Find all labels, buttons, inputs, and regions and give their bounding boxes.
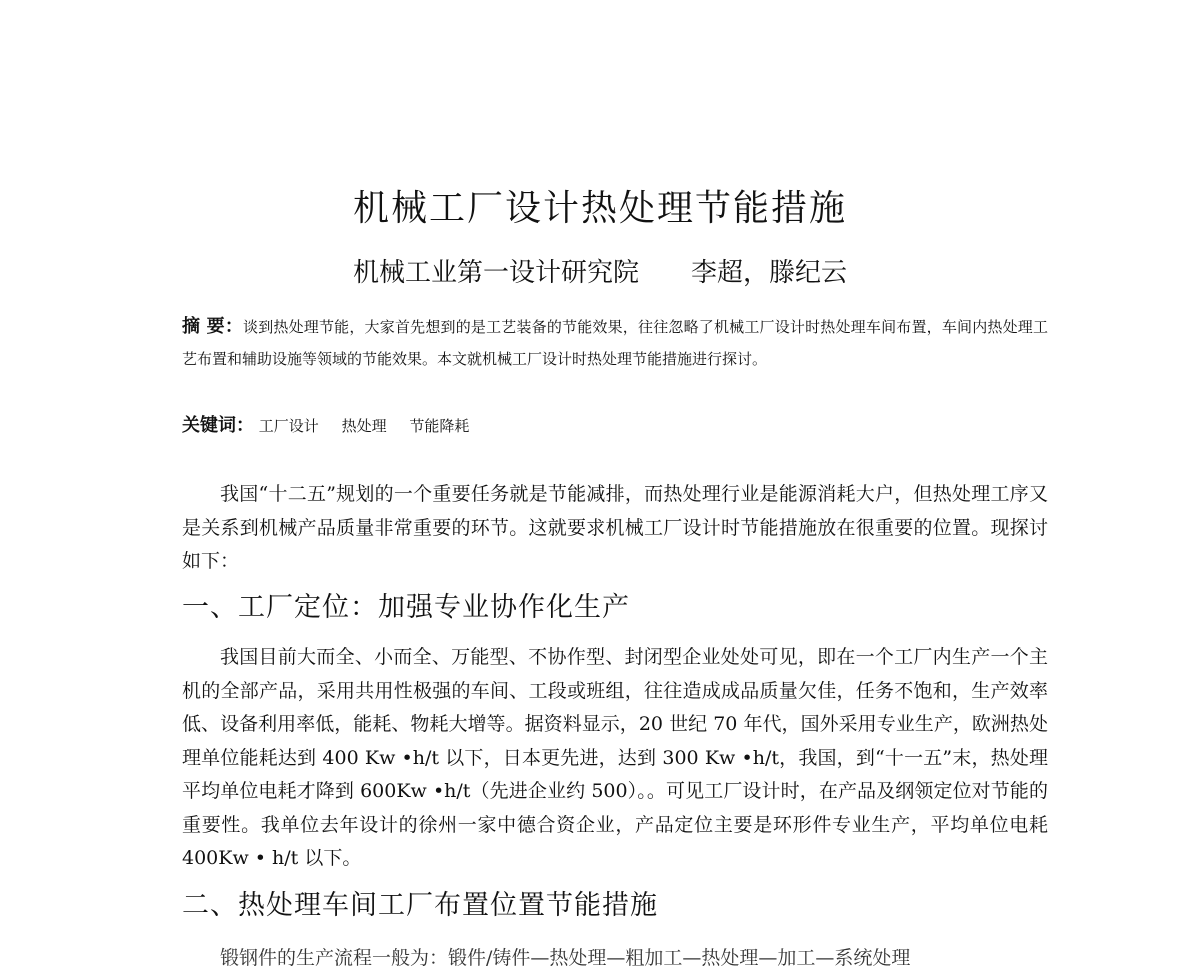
keywords-label: 关键词：	[182, 415, 254, 436]
section-heading-2: 二、热处理车间工厂布置位置节能措施	[182, 890, 658, 921]
paper-title: 机械工厂设计热处理节能措施	[352, 188, 847, 229]
keywords	[182, 410, 1048, 442]
intro-paragraph: 我国“十二五”规划的一个重要任务就是节能减排，而热处理行业是能源消耗大户，但热处理工序又是关系到机械产品质量非常重要的环节。这就要求机械工厂设计时节能措施放在很重要的位置。现探讨如下：	[182, 483, 1048, 572]
keyword-item: 工厂设计	[258, 417, 319, 435]
keyword-item: 热处理	[341, 417, 387, 435]
abstract-text: 谈到热处理节能，大家首先想到的是工艺装备的节能效果，往往忽略了机械工厂设计时热处理车间布置，车间内热处理工艺布置和辅助设施等领域的节能效果。本文就机械工厂设计时热处理节能措施进行探讨。	[182, 318, 1048, 368]
author-line	[0, 251, 1200, 295]
institution: 机械工业第一设计研究院	[352, 258, 639, 288]
keyword-item: 节能降耗	[409, 417, 470, 435]
abstract-label: 摘 要：	[182, 316, 244, 337]
section-heading-1: 一、工厂定位：加强专业协作化生产	[182, 592, 630, 623]
section-2-paragraph-cut: 锻钢件的生产流程一般为：锻件/铸件—热处理—粗加工—热处理—加工—系统处理	[220, 947, 911, 969]
abstract	[182, 311, 1048, 375]
author-names: 李超，滕纪云	[691, 258, 848, 288]
section-1-paragraph: 我国目前大而全、小而全、万能型、不协作型、封闭型企业处处可见，即在一个工厂内生产一个主机的全部产品，采用共用性极强的车间、工段或班组，往往造成成品质量欠佳，任务不饱和，生产效率低、设备利用率低，能耗、物耗大增等。据资料显示，20 世纪 70 年代，国外采用专业生产，欧洲热处理单位能耗达到 400 Kw •h/t 以下，日本更先进，达到 300 Kw •h/t，我国，到“十一五”末，热处理平均单位电耗才降到 600Kw •h/t（先进企业约 500）。。可见工厂设计时，在产品及纲领定位对节能的重要性。我单位去年设计的徐州一家中德合资企业，产品定位主要是环形件专业生产，平均单位电耗 400Kw • h/t 以下。	[182, 646, 1048, 869]
